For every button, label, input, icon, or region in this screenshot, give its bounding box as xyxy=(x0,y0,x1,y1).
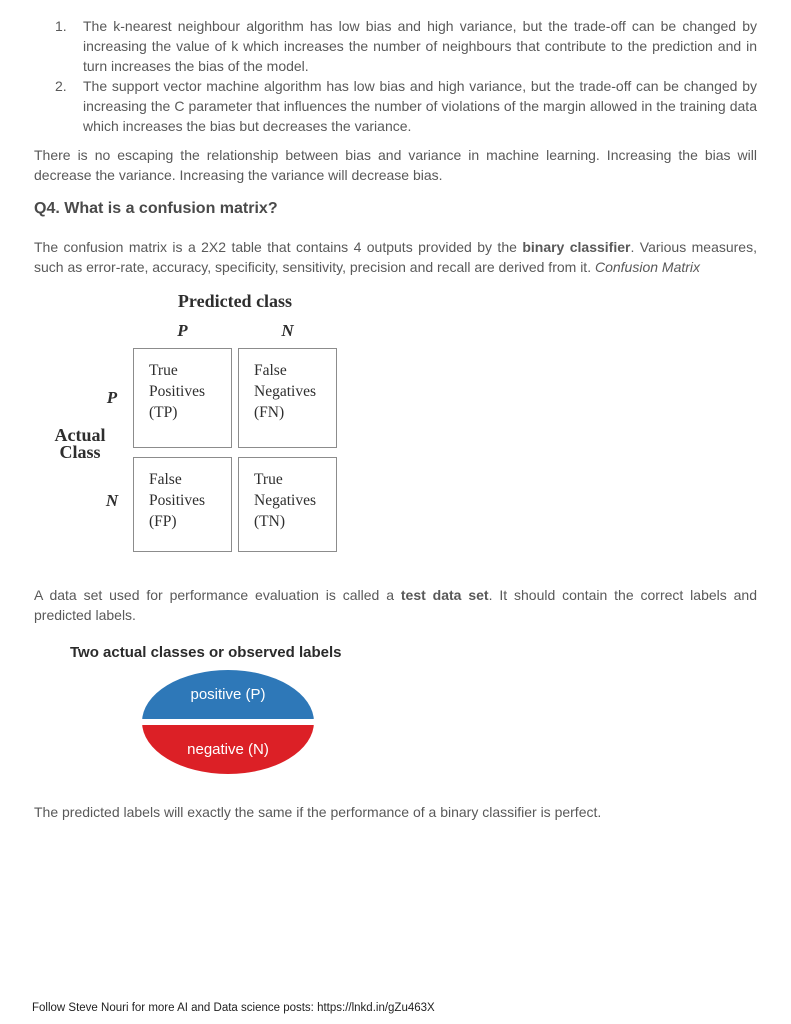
paragraph-confusion-intro xyxy=(34,237,757,277)
bold-test-data-set: test data set xyxy=(400,587,489,603)
cell-text: False xyxy=(149,471,182,488)
positive-label: positive (P) xyxy=(190,686,266,703)
predicted-class-title: Predicted class xyxy=(177,291,293,311)
list-item-number: 2. xyxy=(55,78,67,94)
classes-figure-title: Two actual classes or observed labels xyxy=(70,644,342,661)
cell-false-negatives xyxy=(238,348,337,448)
cell-text: (TN) xyxy=(254,513,285,530)
classes-ellipse xyxy=(142,670,314,774)
list-item xyxy=(34,16,757,76)
list-item-text: The support vector machine algorithm has low bias and high variance, but the trade-off can be changed by increasing the C parameter that influences the number of violations of the margin allowed in the training data which increases the bias but decreases the variance. xyxy=(83,78,757,134)
confusion-matrix-figure xyxy=(45,290,345,560)
cell-text: Negatives xyxy=(254,492,316,509)
footer-text xyxy=(32,1002,435,1014)
page-content xyxy=(34,0,757,822)
cell-true-negatives xyxy=(238,457,337,552)
numbered-list xyxy=(34,16,757,136)
list-item-text: The k-nearest neighbour algorithm has low bias and high variance, but the trade-off can be changed by increasing the value of k which increases the number of neighbours that contribute to the prediction and in turn increases the bias of the model. xyxy=(83,18,757,74)
cell-text: Positives xyxy=(149,383,205,400)
test-data-text: A data set used for performance evaluation is called a xyxy=(34,587,401,603)
cell-text: (TP) xyxy=(149,404,178,421)
italic-confusion-matrix: Confusion Matrix xyxy=(594,259,701,275)
paragraph-predicted-labels: The predicted labels will exactly the same if the performance of a binary classifier is perfect. xyxy=(34,804,602,820)
cell-text: True xyxy=(149,362,178,379)
cell-text: False xyxy=(254,362,287,379)
list-item xyxy=(34,76,757,136)
cell-text: Positives xyxy=(149,492,205,509)
list-item-number: 1. xyxy=(55,18,67,34)
actual-class-line2: Class xyxy=(59,442,101,462)
row-label-p: P xyxy=(106,388,118,407)
cell-text: (FP) xyxy=(149,513,177,530)
row-label-n: N xyxy=(105,491,119,510)
negative-label: negative (N) xyxy=(187,741,269,758)
cell-text: Negatives xyxy=(254,383,316,400)
actual-class-line1: Actual xyxy=(54,425,106,445)
test-data-text: . It should contain the correct labels and predicted labels. xyxy=(34,587,757,623)
paragraph-bias-variance: There is no escaping the relationship between bias and variance in machine learning. Increasing the bias will decrease the variance. Increasing the variance will decrease bias. xyxy=(34,147,757,183)
footer-prefix: Follow Steve Nouri for more AI and Data science posts: xyxy=(32,1002,318,1014)
column-label-p: P xyxy=(177,321,188,340)
column-label-n: N xyxy=(281,321,294,340)
footer-link[interactable]: https://lnkd.in/gZu463X xyxy=(317,1002,435,1014)
positive-half xyxy=(142,670,314,719)
cell-text: (FN) xyxy=(254,404,285,421)
negative-half xyxy=(142,725,314,774)
confusion-intro-text: The confusion matrix is a 2X2 table that contains 4 outputs provided by the xyxy=(34,239,523,255)
cell-true-positives xyxy=(133,348,232,448)
paragraph-test-data-set xyxy=(34,585,757,625)
cell-false-positives xyxy=(133,457,232,552)
actual-class-label xyxy=(45,427,115,461)
cell-text: True xyxy=(254,471,283,488)
heading-q4: Q4. What is a confusion matrix? xyxy=(34,200,278,217)
confusion-intro-text: . Various measures, such as error-rate, accuracy, specificity, sensitivity, precision and recall are derived from it. xyxy=(34,239,757,275)
bold-binary-classifier: binary classifier xyxy=(522,239,631,255)
